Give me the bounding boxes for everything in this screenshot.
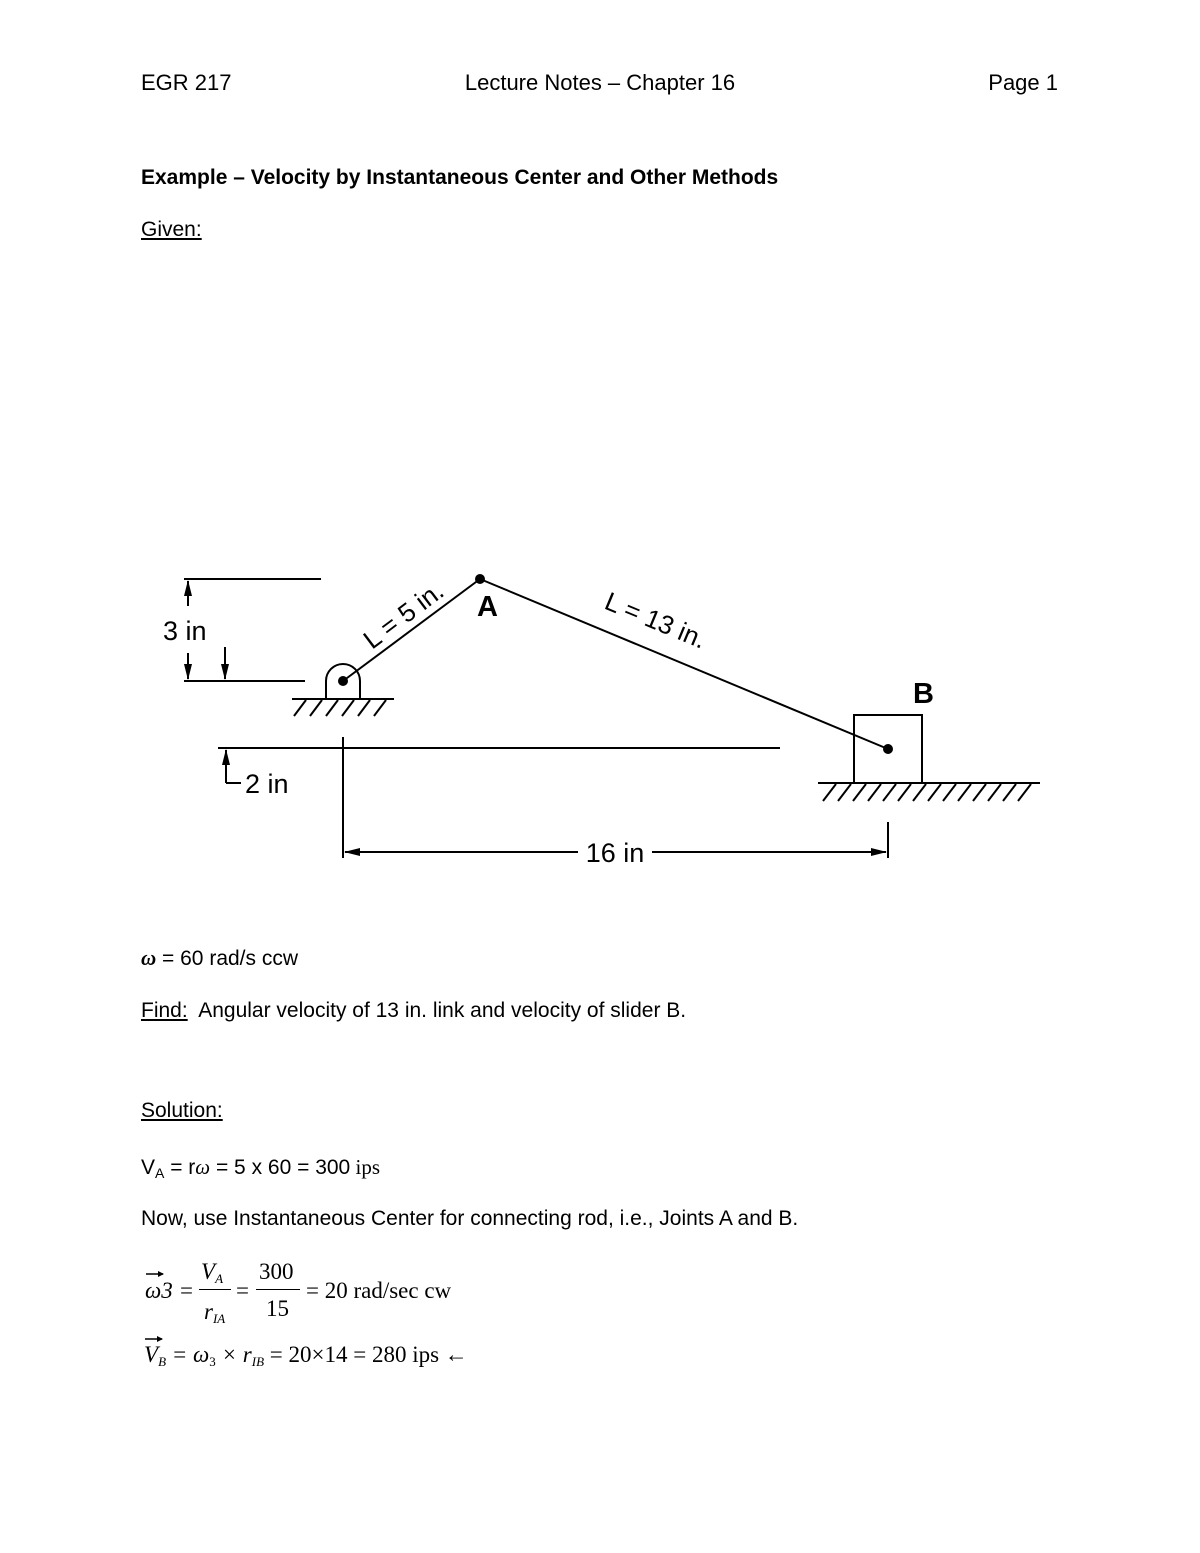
find-line xyxy=(141,999,686,1023)
dimension-2in-arrow xyxy=(222,749,230,765)
eq2-line xyxy=(144,1342,468,1368)
omega-given xyxy=(141,946,298,971)
example-title: Example – Velocity by Instantaneous Center and Other Methods xyxy=(141,166,779,189)
eq1-den1-sub: IA xyxy=(212,1311,226,1326)
doc-title: Lecture Notes – Chapter 16 xyxy=(464,70,736,95)
eq2-v: V xyxy=(144,1342,159,1367)
va-equation xyxy=(141,1155,380,1180)
eq1-den1-r: r xyxy=(204,1299,213,1324)
eq1-num2: 300 xyxy=(259,1259,294,1284)
eq1-result: = 20 rad/sec cw xyxy=(306,1278,452,1303)
eq2-times: × r xyxy=(215,1342,252,1367)
va-mid: = r xyxy=(164,1156,196,1179)
omega-value: = 60 rad/s ccw xyxy=(162,947,299,970)
connecting-rod xyxy=(480,579,888,749)
omega-symbol: ω xyxy=(141,946,157,970)
find-label: Find: xyxy=(141,999,188,1022)
va-sub: A xyxy=(155,1165,165,1181)
eq1-num1 xyxy=(201,1259,223,1285)
va-v: V xyxy=(141,1156,156,1179)
va-unit: ips xyxy=(350,1155,380,1179)
va-rest: = 5 x 60 = 300 xyxy=(210,1156,351,1179)
label-3in: 3 in xyxy=(163,616,207,646)
omega3-symbol: ω3 xyxy=(145,1278,173,1303)
dimension-2in xyxy=(218,748,780,783)
eq1-equals-1: = xyxy=(180,1278,193,1303)
find-text: Angular velocity of 13 in. link and velocity of slider B. xyxy=(198,999,687,1022)
eq1-den1 xyxy=(204,1299,225,1325)
eq1-den2: 15 xyxy=(266,1296,289,1321)
eq1-num1-sub: A xyxy=(215,1271,224,1286)
label-16in: 16 in xyxy=(585,838,645,868)
solution-label: Solution: xyxy=(141,1099,223,1122)
eq1-num1-v: V xyxy=(201,1259,216,1284)
given-label: Given: xyxy=(141,218,202,241)
eq2-rest2: = 20×14 = 280 ips ← xyxy=(264,1342,468,1367)
course-code: EGR 217 xyxy=(141,70,232,95)
label-joint-a: A xyxy=(477,591,498,623)
eq2-r-sub: IB xyxy=(251,1354,265,1369)
label-crank-length: L = 5 in. xyxy=(357,575,450,655)
label-joint-b: B xyxy=(913,678,934,710)
instant-center-note: Now, use Instantaneous Center for connecting rod, i.e., Joints A and B. xyxy=(141,1207,799,1230)
slider-ground xyxy=(818,783,1040,801)
page-number: Page 1 xyxy=(988,70,1058,95)
eq1-frac1-bar xyxy=(199,1289,231,1290)
eq1-frac2-bar xyxy=(256,1289,300,1290)
eq2-w-sub: 3 xyxy=(209,1354,216,1369)
pin-ground xyxy=(292,699,394,716)
joint-a xyxy=(475,574,485,584)
joint-b xyxy=(883,744,893,754)
eq2-v-sub: B xyxy=(158,1354,167,1369)
omega3-arrow xyxy=(145,1270,165,1278)
label-rod-length: L = 13 in. xyxy=(600,585,711,655)
va-omega: ω xyxy=(195,1155,211,1179)
eq1-equals-2: = xyxy=(236,1278,249,1303)
label-2in: 2 in xyxy=(245,769,289,799)
eq2-rest1: = ω xyxy=(166,1342,210,1367)
